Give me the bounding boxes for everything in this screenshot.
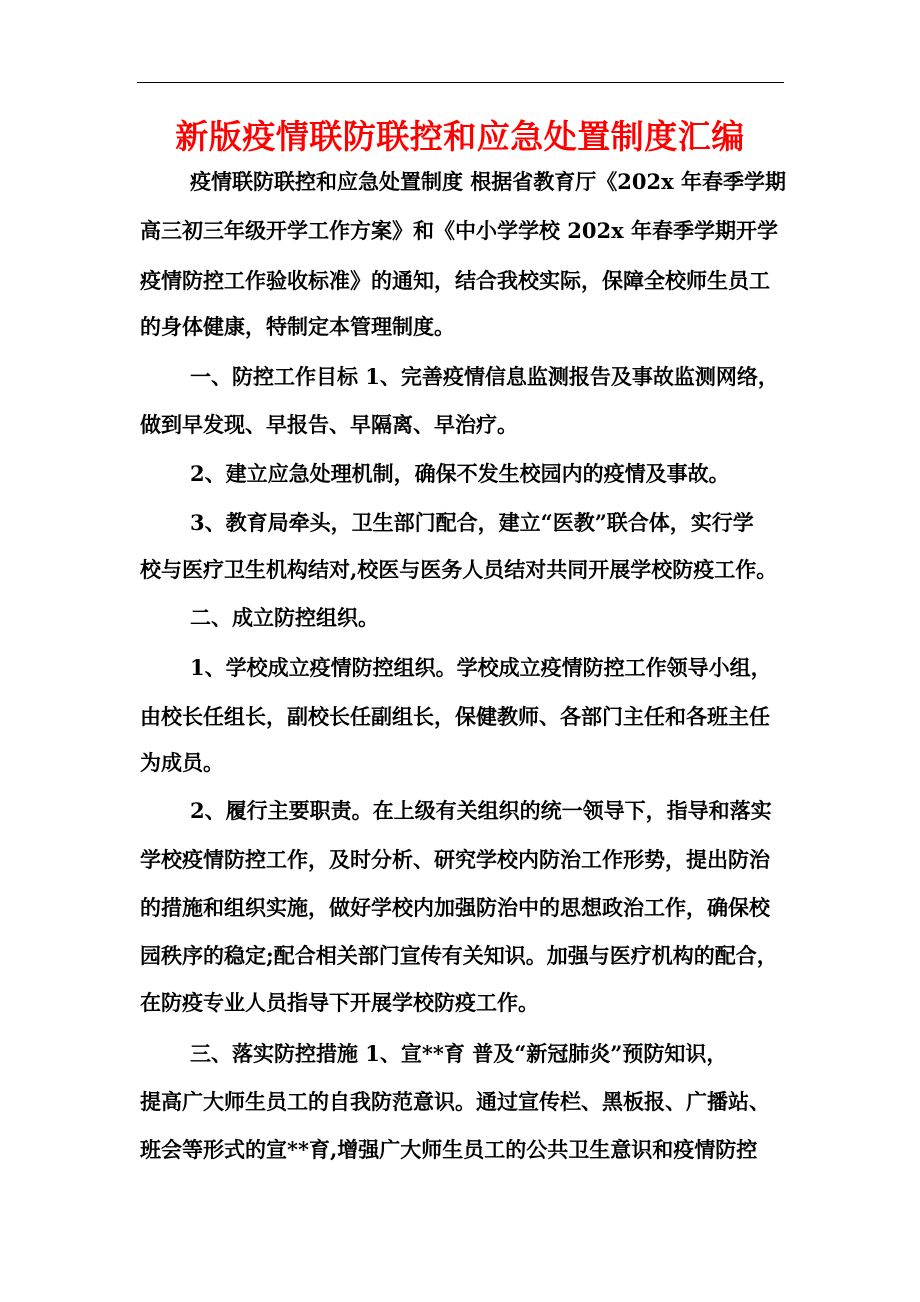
body-line: 高三初三年级开学工作方案》和《中小学学校 202x 年春季学期开学 (140, 218, 778, 243)
body-line: 的措施和组织实施，做好学校内加强防治中的思想政治工作，确保校 (140, 895, 770, 920)
body-line: 的身体健康，特制定本管理制度。 (140, 314, 455, 339)
document-title: 新版疫情联防联控和应急处置制度汇编 (175, 117, 745, 156)
body-line: 二、成立防控组织。 (190, 605, 379, 630)
body-line: 班会等形式的宣**育,增强广大师生员工的公共卫生意识和疫情防控 (140, 1137, 758, 1162)
body-line: 做到早发现、早报告、早隔离、早治疗。 (140, 412, 518, 437)
body-line: 在防疫专业人员指导下开展学校防疫工作。 (140, 990, 539, 1015)
body-line: 为成员。 (140, 750, 224, 775)
body-line: 校与医疗卫生机构结对,校医与医务人员结对共同开展学校防疫工作。 (140, 557, 778, 582)
body-line: 2、履行主要职责。在上级有关组织的统一领导下，指导和落实 (190, 798, 772, 823)
body-line: 提高广大师生员工的自我防范意识。通过宣传栏、黑板报、广播站、 (140, 1089, 770, 1114)
body-line: 三、落实防控措施 1、宣**育 普及“新冠肺炎”预防知识， (190, 1041, 728, 1066)
body-line: 园秩序的稳定;配合相关部门宣传有关知识。加强与医疗机构的配合， (140, 943, 778, 968)
body-line: 2、建立应急处理机制，确保不发生校园内的疫情及事故。 (190, 461, 730, 486)
body-line: 1、学校成立疫情防控组织。学校成立疫情防控工作领导小组， (190, 655, 772, 680)
body-line: 疫情联防联控和应急处置制度 根据省教育厅《202x 年春季学期 (190, 169, 786, 194)
body-line: 3、教育局牵头，卫生部门配合，建立“医教”联合体，实行学 (190, 510, 754, 535)
header-rule (137, 82, 784, 83)
body-line: 由校长任组长，副校长任副组长，保健教师、各部门主任和各班主任 (140, 704, 770, 729)
body-line: 疫情防控工作验收标准》的通知，结合我校实际，保障全校师生员工 (140, 268, 770, 293)
body-line: 一、防控工作目标 1、完善疫情信息监测报告及事故监测网络， (190, 364, 779, 389)
body-line: 学校疫情防控工作，及时分析、研究学校内防治工作形势，提出防治 (140, 847, 770, 872)
